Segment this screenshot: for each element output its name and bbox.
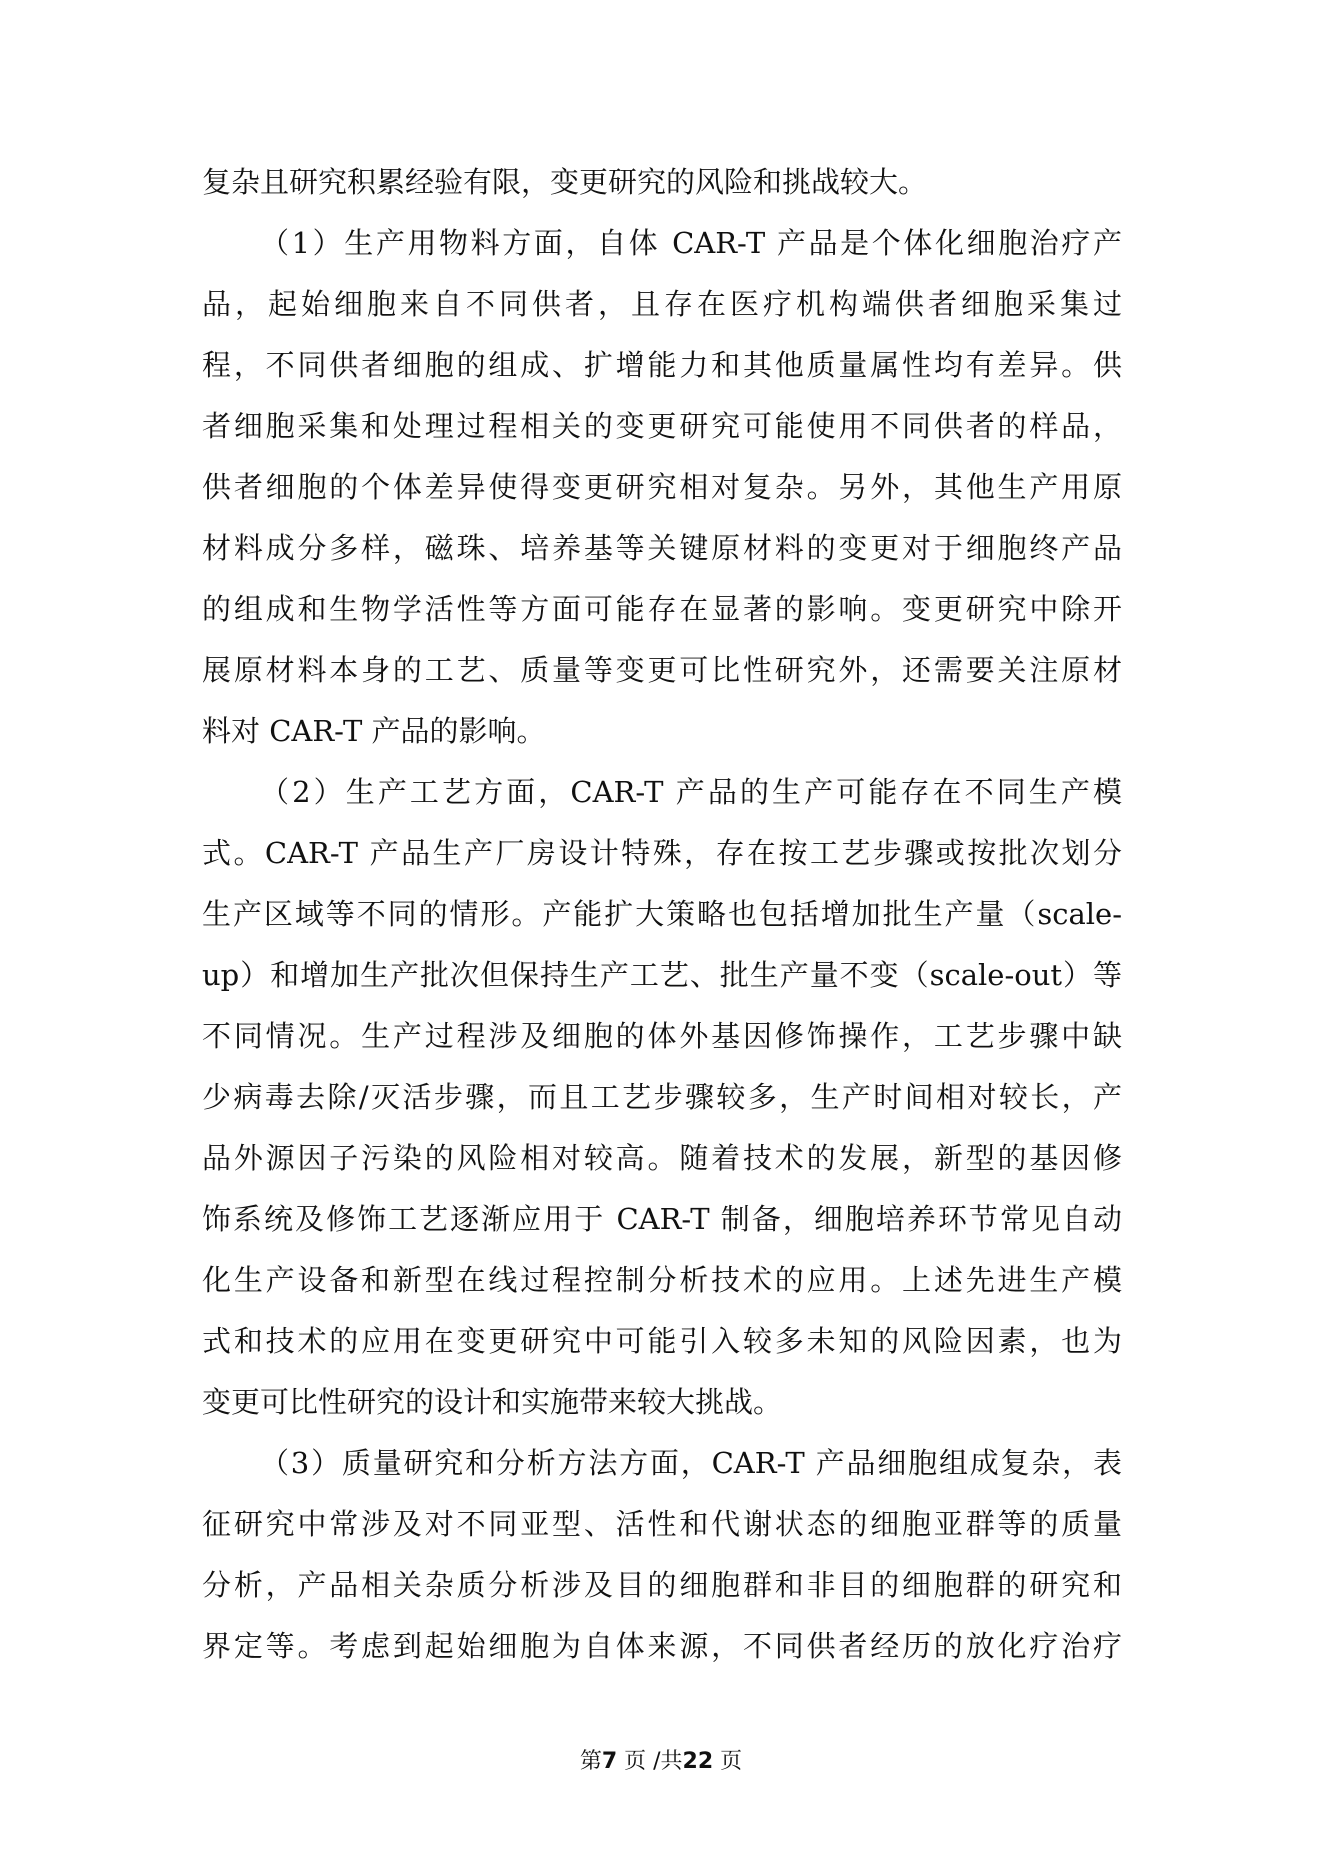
footer-suffix: 页: [713, 1749, 743, 1774]
text-line: 复杂且研究积累经验有限，变更研究的风险和挑战较大。: [202, 165, 928, 199]
text-line: 少病毒去除/灭活步骤，而且工艺步骤较多，生产时间相对较长，产: [202, 1080, 1122, 1114]
text-line: 的组成和生物学活性等方面可能存在显著的影响。变更研究中除开: [202, 592, 1122, 626]
text-line: 饰系统及修饰工艺逐渐应用于 CAR-T 制备，细胞培养环节常见自动: [202, 1202, 1122, 1236]
text-line: 生产区域等不同的情形。产能扩大策略也包括增加批生产量（scale-: [202, 897, 1122, 931]
text-line: 展原材料本身的工艺、质量等变更可比性研究外，还需要关注原材: [202, 653, 1122, 687]
text-line: 料对 CAR-T 产品的影响。: [202, 714, 546, 748]
text-line: 分析，产品相关杂质分析涉及目的细胞群和非目的细胞群的研究和: [202, 1568, 1122, 1602]
text-line: 变更可比性研究的设计和实施带来较大挑战。: [202, 1385, 783, 1419]
text-line: 品，起始细胞来自不同供者，且存在医疗机构端供者细胞采集过: [202, 287, 1122, 321]
footer-prefix: 第: [579, 1749, 602, 1774]
footer-total-pages: 22: [682, 1749, 714, 1774]
document-body: [202, 152, 1122, 1677]
text-line: 程，不同供者细胞的组成、扩增能力和其他质量属性均有差异。供: [202, 348, 1122, 382]
text-line: 界定等。考虑到起始细胞为自体来源，不同供者经历的放化疗治疗: [202, 1629, 1122, 1663]
text-line: 者细胞采集和处理过程相关的变更研究可能使用不同供者的样品，: [202, 409, 1122, 443]
footer-page-number: 7: [601, 1749, 618, 1774]
text-line: 材料成分多样，磁珠、培养基等关键原材料的变更对于细胞终产品: [202, 531, 1122, 565]
text-line: （3）质量研究和分析方法方面，CAR-T 产品细胞组成复杂，表: [260, 1446, 1122, 1480]
text-line: 式。CAR-T 产品生产厂房设计特殊，存在按工艺步骤或按批次划分: [202, 836, 1122, 870]
text-line: 供者细胞的个体差异使得变更研究相对复杂。另外，其他生产用原: [202, 470, 1122, 504]
text-line: up）和增加生产批次但保持生产工艺、批生产量不变（scale-out）等: [202, 958, 1122, 992]
text-line: 品外源因子污染的风险相对较高。随着技术的发展，新型的基因修: [202, 1141, 1122, 1175]
page-footer: [0, 1744, 1322, 1775]
text-line: 征研究中常涉及对不同亚型、活性和代谢状态的细胞亚群等的质量: [202, 1507, 1122, 1541]
text-line: 化生产设备和新型在线过程控制分析技术的应用。上述先进生产模: [202, 1263, 1122, 1297]
text-line: 式和技术的应用在变更研究中可能引入较多未知的风险因素，也为: [202, 1324, 1122, 1358]
footer-middle: 页 /共: [617, 1749, 683, 1774]
text-line: 不同情况。生产过程涉及细胞的体外基因修饰操作，工艺步骤中缺: [202, 1019, 1122, 1053]
text-line: （2）生产工艺方面，CAR-T 产品的生产可能存在不同生产模: [260, 775, 1122, 809]
text-line: （1）生产用物料方面，自体 CAR-T 产品是个体化细胞治疗产: [260, 226, 1122, 260]
